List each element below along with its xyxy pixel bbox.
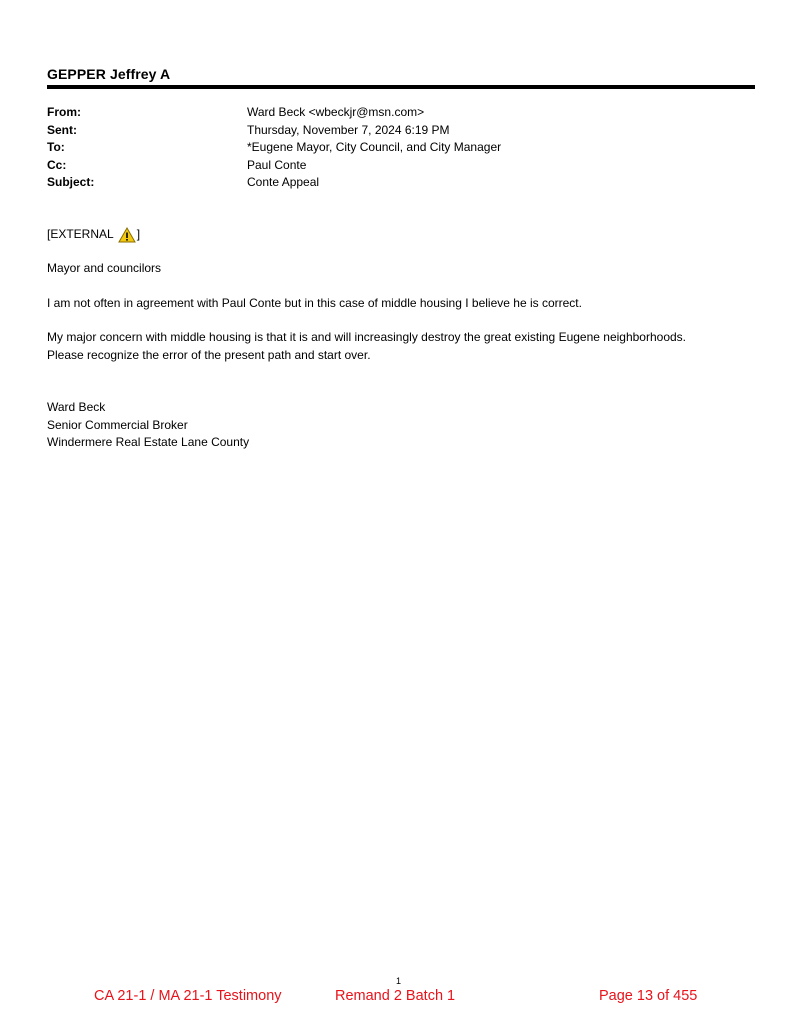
subject-value: Conte Appeal [247, 175, 320, 189]
page-number: 1 [396, 976, 402, 986]
paragraph-2-line-1: My major concern with middle housing is that it is and will increasingly destroy the great existing Eugene neighborhoods. [47, 330, 687, 344]
footer-case-ref: CA 21-1 / MA 21-1 Testimony [94, 988, 282, 1004]
greeting: Mayor and councilors [47, 261, 162, 275]
sent-row [47, 122, 501, 140]
from-label: From: [47, 105, 81, 119]
cc-label: Cc: [47, 157, 67, 172]
subject-row [47, 174, 501, 192]
footer-page-of: Page 13 of 455 [599, 988, 698, 1004]
sent-label: Sent: [47, 122, 77, 137]
external-prefix: [EXTERNAL [47, 227, 114, 242]
paragraph-1: I am not often in agreement with Paul Conte but in this case of middle housing I believe he is correct. [47, 295, 582, 310]
to-value: *Eugene Mayor, City Council, and City Manager [247, 140, 502, 154]
email-body [47, 226, 697, 452]
external-suffix: ] [136, 227, 141, 242]
signature-title: Senior Commercial Broker [47, 417, 188, 432]
to-label: To: [47, 140, 65, 154]
cc-value: Paul Conte [247, 157, 307, 172]
signature-name: Ward Beck [47, 400, 106, 414]
from-value: Ward Beck <wbeckjr@msn.com> [247, 105, 425, 119]
external-notice [47, 226, 697, 244]
warning-triangle-icon [118, 227, 136, 243]
document-title: GEPPER Jeffrey A [47, 66, 171, 82]
paragraph-2-line-2: Please recognize the error of the present path and start over. [47, 347, 371, 362]
sent-value: Thursday, November 7, 2024 6:19 PM [247, 122, 450, 137]
title-divider [47, 85, 755, 89]
signature-company: Windermere Real Estate Lane County [47, 435, 250, 449]
from-row [47, 104, 501, 122]
email-header-block [47, 104, 501, 192]
signature-block [47, 399, 697, 452]
footer-batch: Remand 2 Batch 1 [335, 988, 456, 1004]
paragraph-2 [47, 329, 697, 364]
page-footer [0, 986, 800, 1010]
to-row [47, 139, 501, 157]
subject-label: Subject: [47, 175, 95, 189]
cc-row [47, 157, 501, 175]
